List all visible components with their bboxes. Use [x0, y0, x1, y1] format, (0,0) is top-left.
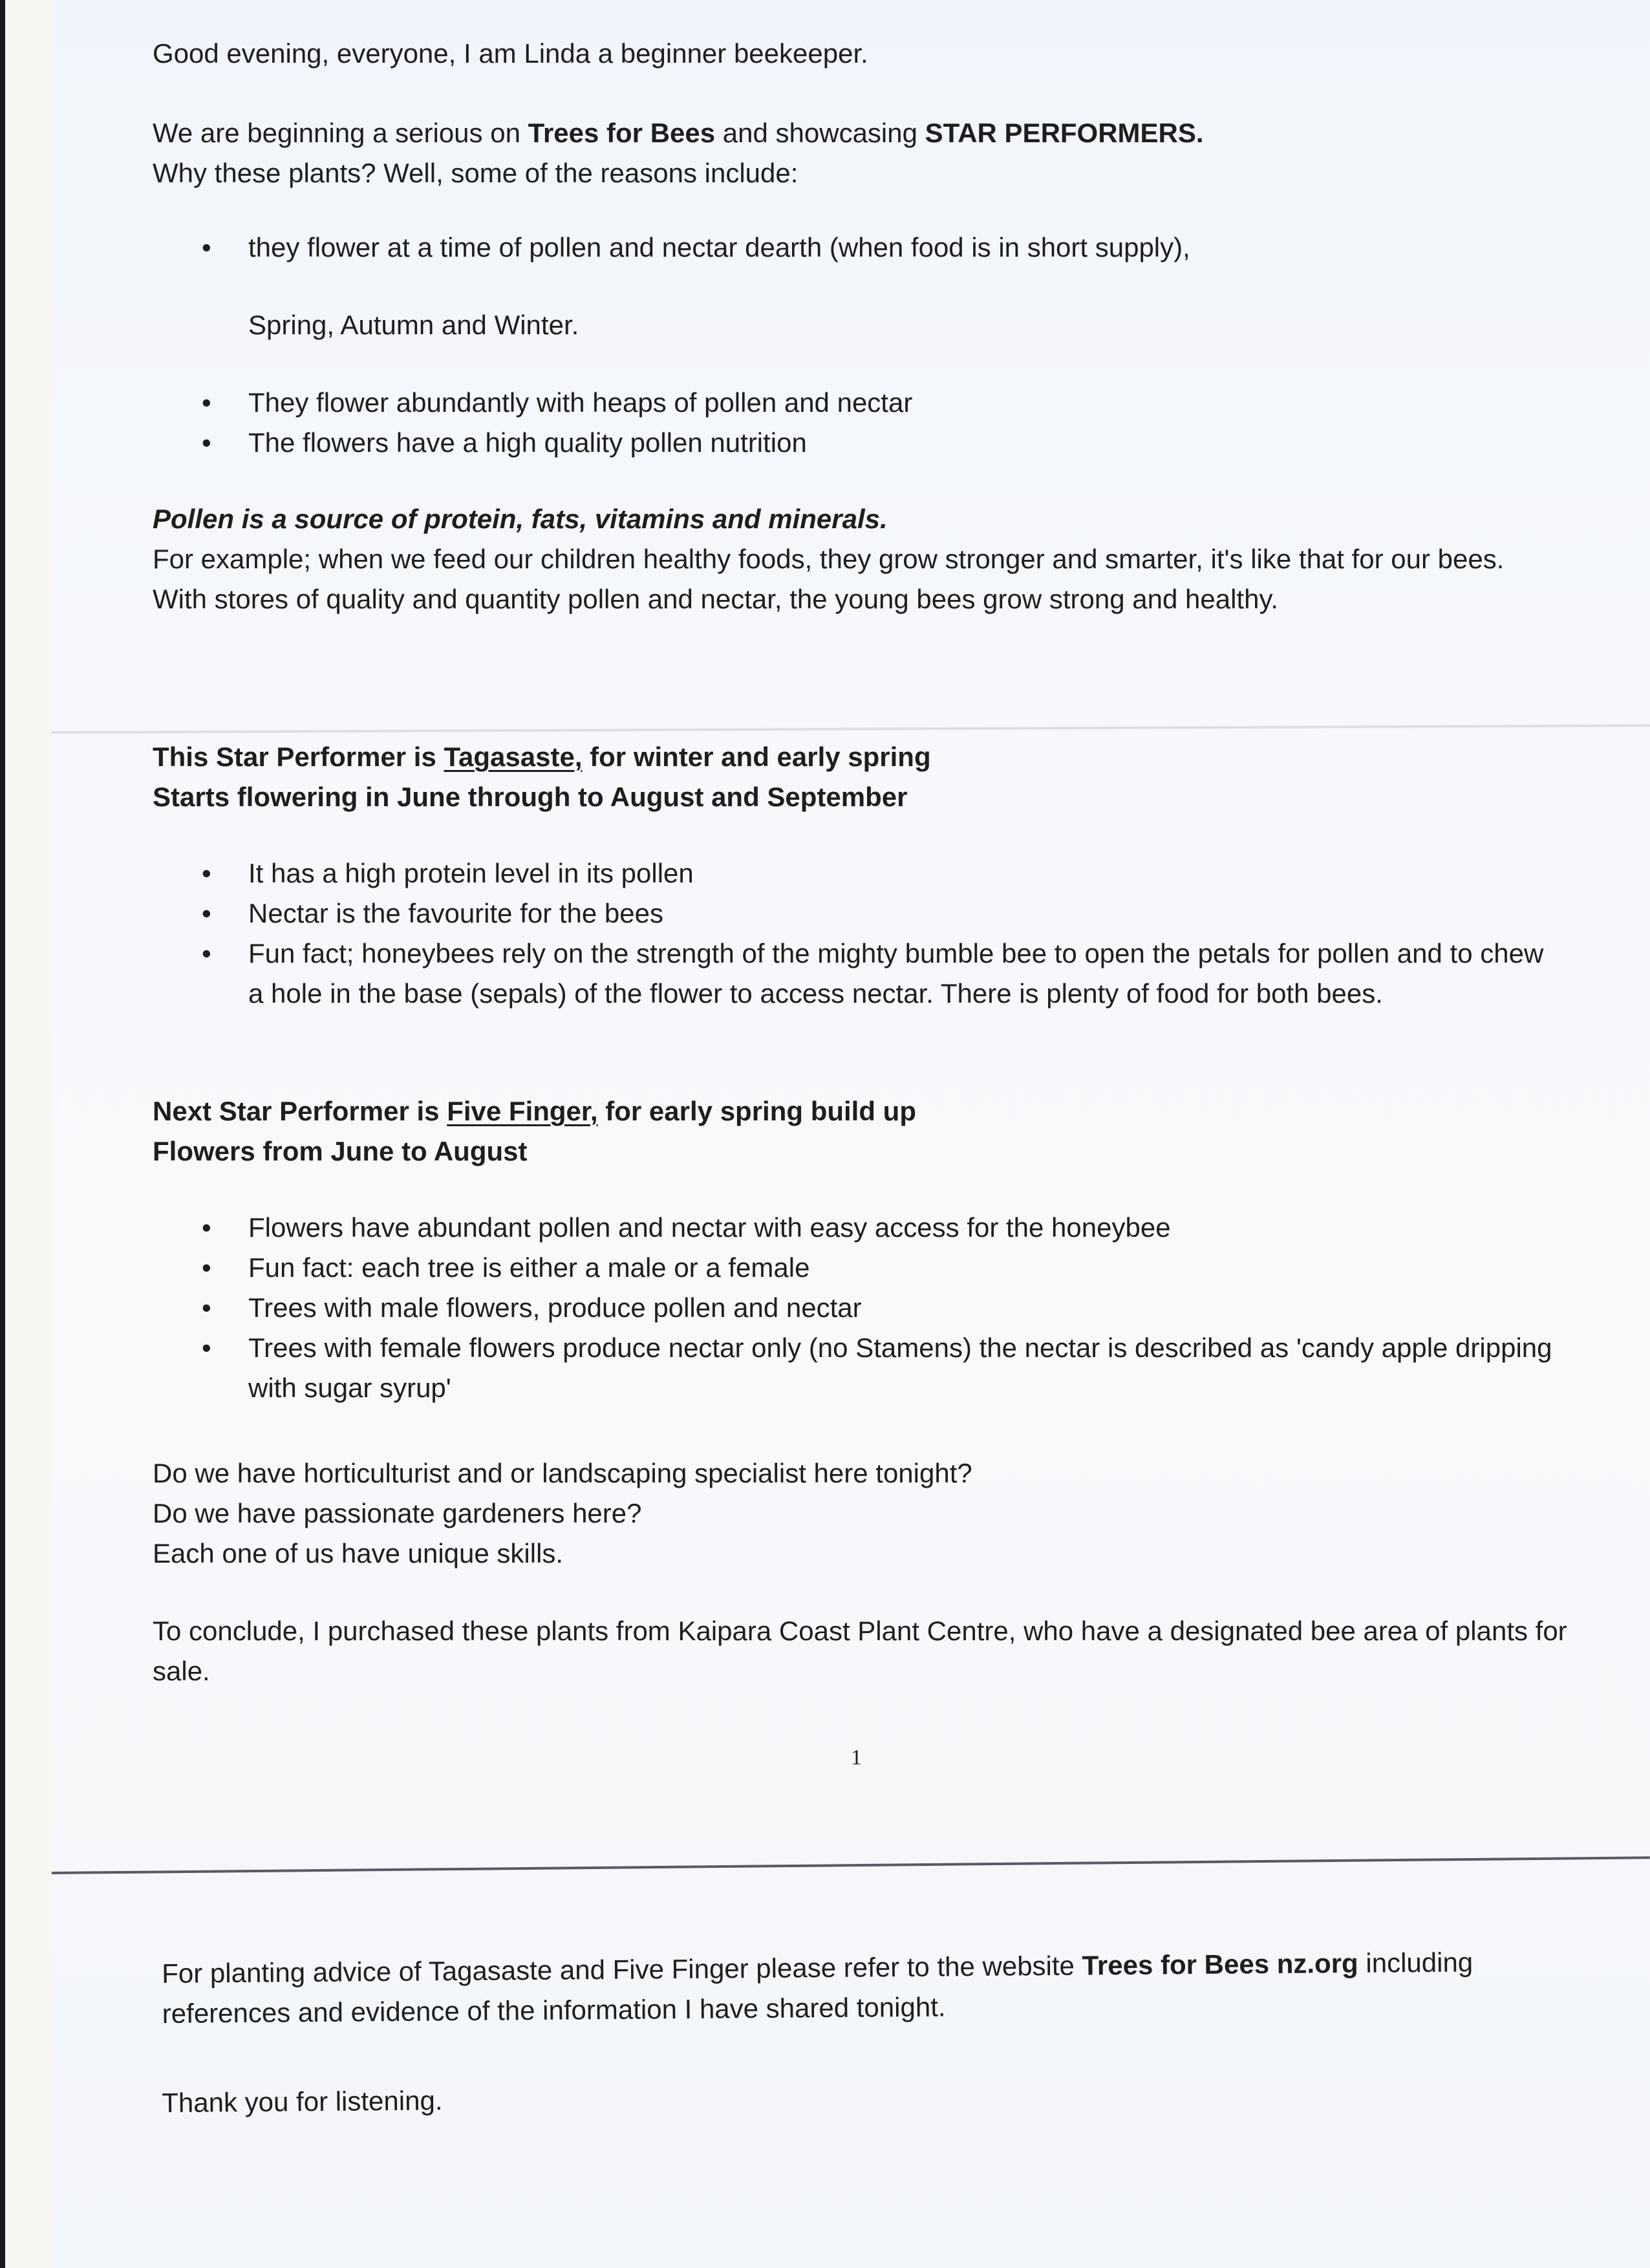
question-line: Do we have horticulturist and or landscaping specialist here tonight?: [153, 1458, 972, 1488]
list-item: • Trees with female flowers produce nectar only (no Stamens) the nectar is described as 'candy apple dripping with sugar syrup': [153, 1328, 1575, 1408]
list-item: • The flowers have a high quality pollen nutrition: [153, 423, 1588, 463]
scanner-edge: [0, 0, 5, 2268]
list-item: • Nectar is the favourite for the bees: [153, 893, 1562, 934]
question-line: Do we have passionate gardeners here?: [153, 1498, 642, 1528]
paper-margin: [5, 0, 52, 2268]
list-item: • Fun fact: each tree is either a male or a female: [153, 1248, 1575, 1288]
tagasaste-heading: This Star Performer is Tagasaste, for winter and early spring: [153, 742, 931, 772]
list-item: • It has a high protein level in its pollen: [153, 853, 1562, 893]
list-item: • They flower abundantly with heaps of pollen and nectar: [153, 383, 1588, 423]
why-line: Why these plants? Well, some of the reasons include:: [153, 158, 798, 188]
list-item: • Flowers have abundant pollen and nectar with easy access for the honeybee: [153, 1208, 1575, 1248]
series-name: Trees for Bees: [528, 118, 716, 148]
website-reference: Trees for Bees nz.org: [1082, 1947, 1358, 1981]
plant-name-five-finger: Five Finger,: [447, 1096, 598, 1126]
planting-advice: For planting advice of Tagasaste and Five Finger please refer to the website Trees for Bees nz.org including references and evidence of the information I have shared tonight.: [162, 1947, 1473, 2029]
pollen-heading: Pollen is a source of protein, fats, vitamins and minerals.: [153, 504, 888, 534]
reasons-list: [153, 228, 1588, 268]
five-finger-flowering: Flowers from June to August: [153, 1136, 528, 1166]
tagasaste-points: [153, 853, 1562, 1014]
list-item: • Trees with male flowers, produce pollen and nectar: [153, 1288, 1575, 1328]
greeting: Good evening, everyone, I am Linda a beginner beekeeper.: [153, 38, 868, 69]
five-finger-points: [153, 1208, 1575, 1408]
page-number: 1: [851, 1746, 862, 1770]
list-item: • Fun fact; honeybees rely on the strength of the mighty bumble bee to open the petals for pollen and to chew a hole in the base (sepals) of the flower to access nectar. There is plenty of food for both bees.: [153, 934, 1562, 1014]
reasons-list: [153, 383, 1588, 463]
question-line: Each one of us have unique skills.: [153, 1538, 564, 1568]
five-finger-heading: Next Star Performer is Five Finger, for early spring build up: [153, 1096, 916, 1126]
conclusion: To conclude, I purchased these plants from Kaipara Coast Plant Centre, who have a designated bee area of plants for sale.: [153, 1616, 1567, 1686]
thank-you: Thank you for listening.: [162, 2085, 443, 2118]
plant-name-tagasaste: Tagasaste,: [444, 742, 583, 772]
series-intro: We are beginning a serious on Trees for Bees and showcasing STAR PERFORMERS.: [153, 118, 1204, 148]
list-item: • they flower at a time of pollen and nectar dearth (when food is in short supply),: [153, 228, 1588, 268]
pollen-example: For example; when we feed our children healthy foods, they grow stronger and smarter, it's like that for our bees. With stores of quality and quantity pollen and nectar, the young bees grow strong and healthy.: [153, 544, 1505, 614]
tagasaste-flowering: Starts flowering in June through to August and September: [153, 782, 908, 812]
seasons-line: Spring, Autumn and Winter.: [248, 310, 579, 340]
star-performers-label: STAR PERFORMERS.: [925, 118, 1204, 148]
